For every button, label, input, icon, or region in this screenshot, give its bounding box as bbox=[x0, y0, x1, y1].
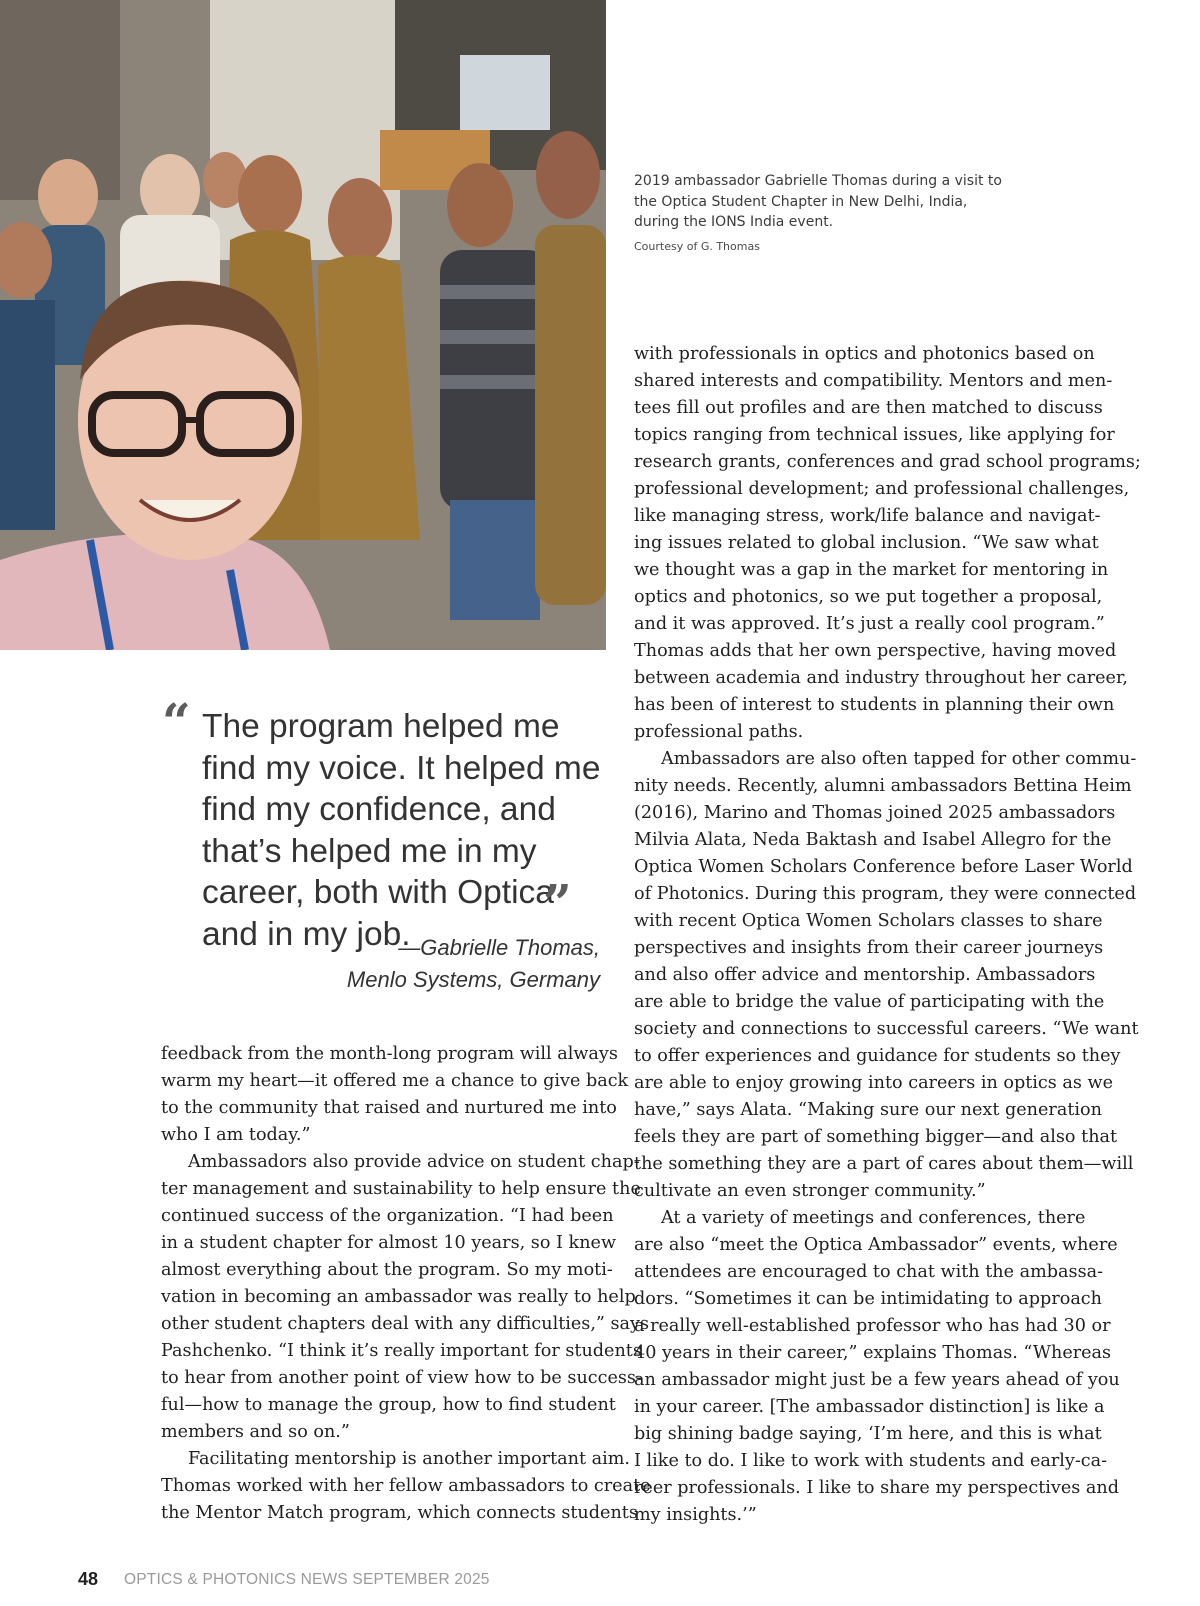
text-line: (2016), Marino and Thomas joined 2025 ambassadors bbox=[634, 803, 1116, 823]
text-line: feels they are part of something bigger—and also that bbox=[634, 1127, 1118, 1147]
text-line: I like to do. I like to work with students and early-ca- bbox=[634, 1451, 1108, 1471]
text-line: has been of interest to students in planning their own bbox=[634, 695, 1115, 715]
attribution-org: Menlo Systems, Germany bbox=[346, 967, 600, 992]
text-line: topics ranging from technical issues, like applying for bbox=[634, 425, 1115, 445]
text-line: shared interests and compatibility. Mentors and men- bbox=[634, 371, 1113, 391]
text-line: members and so on.” bbox=[161, 1422, 350, 1442]
text-line: reer professionals. I like to share my perspectives and bbox=[634, 1478, 1119, 1498]
photo-credit: Courtesy of G. Thomas bbox=[634, 240, 760, 253]
page-number: 48 bbox=[78, 1569, 99, 1589]
text-line: are also “meet the Optica Ambassador” events, where bbox=[634, 1235, 1118, 1255]
text-line: and it was approved. It’s just a really cool program.” bbox=[634, 614, 1105, 634]
text-line: nity needs. Recently, alumni ambassadors Bettina Heim bbox=[634, 776, 1132, 796]
text-line: warm my heart—it offered me a chance to give back bbox=[161, 1071, 629, 1091]
close-quote-mark: ” bbox=[543, 873, 572, 932]
open-quote-mark: “ bbox=[162, 692, 191, 751]
text-line: other student chapters deal with any difficulties,” says bbox=[161, 1314, 650, 1334]
text-line: big shining badge saying, ‘I’m here, and this is what bbox=[634, 1424, 1102, 1444]
text-line: Thomas worked with her fellow ambassadors to create bbox=[161, 1476, 651, 1496]
text-line: Facilitating mentorship is another important aim. bbox=[188, 1449, 631, 1469]
text-line: At a variety of meetings and conferences, there bbox=[661, 1208, 1086, 1228]
text-line: Ambassadors are also often tapped for other commu- bbox=[661, 749, 1137, 769]
text-line: dors. “Sometimes it can be intimidating to approach bbox=[634, 1289, 1102, 1309]
text-line: like managing stress, work/life balance and navigat- bbox=[634, 506, 1101, 526]
text-line: optics and photonics, so we put together a proposal, bbox=[634, 587, 1103, 607]
text-line: the something they are a part of cares about them—will bbox=[634, 1154, 1134, 1174]
text-line: Thomas adds that her own perspective, having moved bbox=[634, 641, 1117, 661]
pull-quote-text: The program helped me find my voice. It helped me find my confidence, and that’s helped me in my career, both with Optica and in my job. bbox=[202, 708, 601, 953]
running-head: OPTICS & PHOTONICS NEWS SEPTEMBER 2025 bbox=[124, 1571, 490, 1588]
text-line: feedback from the month-long program will always bbox=[161, 1044, 618, 1064]
text-line: to offer experiences and guidance for students so they bbox=[634, 1046, 1121, 1066]
text-line: my insights.’” bbox=[634, 1505, 757, 1525]
text-line: a really well-established professor who has had 30 or bbox=[634, 1316, 1111, 1336]
text-line: the Mentor Match program, which connects students bbox=[161, 1503, 638, 1523]
text-line: almost everything about the program. So my moti- bbox=[161, 1260, 613, 1280]
text-line: cultivate an even stronger community.” bbox=[634, 1181, 986, 1201]
text-line: have,” says Alata. “Making sure our next generation bbox=[634, 1100, 1102, 1120]
text-line: an ambassador might just be a few years ahead of you bbox=[634, 1370, 1120, 1390]
text-line: are able to enjoy growing into careers in optics as we bbox=[634, 1073, 1113, 1093]
group-photo bbox=[0, 0, 606, 650]
body-column-right bbox=[634, 341, 1141, 1529]
text-line: professional development; and professional challenges, bbox=[634, 479, 1130, 499]
attribution-name: —Gabrielle Thomas, bbox=[398, 935, 600, 960]
text-line: we thought was a gap in the market for mentoring in bbox=[634, 560, 1109, 580]
text-line: 40 years in their career,” explains Thomas. “Whereas bbox=[634, 1343, 1112, 1363]
text-line: who I am today.” bbox=[161, 1125, 311, 1145]
text-line: in a student chapter for almost 10 years, so I knew bbox=[161, 1233, 617, 1253]
text-line: with professionals in optics and photonics based on bbox=[634, 344, 1095, 364]
text-line: continued success of the organization. “I had been bbox=[161, 1206, 614, 1226]
text-line: tees fill out profiles and are then matched to discuss bbox=[634, 398, 1103, 418]
text-line: to hear from another point of view how to be success- bbox=[161, 1368, 642, 1388]
text-line: perspectives and insights from their career journeys bbox=[634, 938, 1104, 958]
text-line: Pashchenko. “I think it’s really important for students bbox=[161, 1341, 642, 1361]
text-line: with recent Optica Women Scholars classes to share bbox=[634, 911, 1103, 931]
pull-quote bbox=[158, 706, 608, 955]
text-line: Milvia Alata, Neda Baktash and Isabel Allegro for the bbox=[634, 830, 1112, 850]
body-column-left bbox=[161, 1041, 651, 1527]
text-line: attendees are encouraged to chat with the ambassa- bbox=[634, 1262, 1104, 1282]
pull-quote-attribution bbox=[347, 932, 600, 996]
text-line: of Photonics. During this program, they were connected bbox=[634, 884, 1137, 904]
text-line: ful—how to manage the group, how to find student bbox=[161, 1395, 616, 1415]
text-line: research grants, conferences and grad school programs; bbox=[634, 452, 1141, 472]
text-line: ter management and sustainability to help ensure the bbox=[161, 1179, 641, 1199]
text-line: and also offer advice and mentorship. Ambassadors bbox=[634, 965, 1096, 985]
text-line: ing issues related to global inclusion. “We saw what bbox=[634, 533, 1099, 553]
text-line: in your career. [The ambassador distinction] is like a bbox=[634, 1397, 1105, 1417]
text-line: Ambassadors also provide advice on student chap- bbox=[188, 1152, 640, 1172]
text-line: vation in becoming an ambassador was really to help bbox=[161, 1287, 636, 1307]
text-line: professional paths. bbox=[634, 722, 804, 742]
text-line: society and connections to successful careers. “We want bbox=[634, 1019, 1139, 1039]
photo-caption: 2019 ambassador Gabrielle Thomas during a visit to the Optica Student Chapter in New Delhi, India, during the IONS India event. bbox=[634, 173, 1002, 230]
text-line: to the community that raised and nurtured me into bbox=[161, 1098, 617, 1118]
text-line: are able to bridge the value of participating with the bbox=[634, 992, 1105, 1012]
text-line: between academia and industry throughout her career, bbox=[634, 668, 1129, 688]
text-line: Optica Women Scholars Conference before Laser World bbox=[634, 857, 1133, 877]
group-photo-illustration bbox=[0, 0, 606, 650]
